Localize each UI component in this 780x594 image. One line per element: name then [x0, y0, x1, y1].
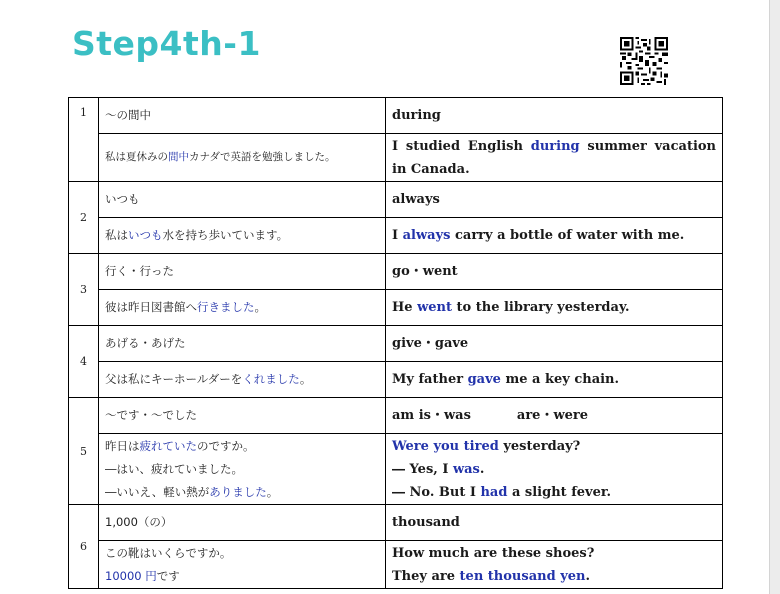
- table-row: [69, 218, 723, 254]
- qr-code-icon: [620, 37, 668, 85]
- page-title: Step4th-1: [72, 24, 261, 63]
- entry-number: 4: [69, 326, 99, 398]
- word-en: thousand: [386, 505, 723, 541]
- example-ja: 私はいつも水を持ち歩いています。: [99, 218, 386, 254]
- example-en: I always carry a bottle of water with me.: [386, 218, 723, 254]
- example-ja: 父は私にキーホールダーをくれました。: [99, 362, 386, 398]
- table-row: [69, 505, 723, 541]
- word-ja: あげる・あげた: [99, 326, 386, 362]
- word-ja: 行く・行った: [99, 254, 386, 290]
- table-row: [69, 541, 723, 589]
- highlight-text: Were you tired: [392, 438, 499, 454]
- word-en: go・went: [386, 254, 723, 290]
- example-ja: 昨日は疲れていたのですか。 ―はい、疲れていました。 ―いいえ、軽い熱がありました。: [99, 434, 386, 505]
- example-en: My father gave me a key chain.: [386, 362, 723, 398]
- highlight-text: 間中: [168, 151, 189, 163]
- highlight-text: was: [452, 461, 480, 477]
- word-en-a: am is・was: [392, 408, 471, 423]
- word-en: [386, 398, 723, 434]
- entry-number: 2: [69, 182, 99, 254]
- table-row: [69, 290, 723, 326]
- word-ja: 1,000（の）: [99, 505, 386, 541]
- example-en: I studied English during summer vacation in Canada.: [386, 134, 723, 182]
- table-row: [69, 398, 723, 434]
- highlight-text: had: [480, 484, 508, 500]
- entry-number: 3: [69, 254, 99, 326]
- highlight-text: ありました: [209, 484, 267, 499]
- word-ja: いつも: [99, 182, 386, 218]
- highlight-text: gave: [467, 372, 501, 387]
- example-en: How much are these shoes? They are ten thousand yen.: [386, 541, 723, 589]
- word-en: during: [386, 98, 723, 134]
- example-en: He went to the library yesterday.: [386, 290, 723, 326]
- highlight-text: 行きました: [197, 300, 255, 314]
- table-row: [69, 98, 723, 134]
- highlight-text: always: [402, 228, 451, 243]
- highlight-text: くれました: [242, 372, 300, 386]
- table-row: [69, 434, 723, 505]
- table-row: [69, 134, 723, 182]
- table-row: [69, 362, 723, 398]
- example-en: Were you tired yesterday? ― Yes, I was. ― No. But I had a slight fever.: [386, 434, 723, 505]
- highlight-text: ten thousand yen: [459, 568, 586, 584]
- highlight-text: 疲れていた: [139, 438, 197, 453]
- entry-number: 1: [69, 98, 99, 182]
- highlight-text: 10000 円: [105, 568, 157, 583]
- highlight-text: いつも: [128, 228, 163, 242]
- example-ja: 彼は昨日図書館へ行きました。: [99, 290, 386, 326]
- vocabulary-table: [68, 97, 723, 589]
- example-ja: この靴はいくらですか。 10000 円です: [99, 541, 386, 589]
- word-en: always: [386, 182, 723, 218]
- table-row: [69, 254, 723, 290]
- word-ja: ～です・～でした: [99, 398, 386, 434]
- example-ja: 私は夏休みの間中カナダで英語を勉強しました。: [99, 134, 386, 182]
- table-row: [69, 326, 723, 362]
- entry-number: 6: [69, 505, 99, 589]
- highlight-text: went: [417, 300, 453, 315]
- word-ja: ～の間中: [99, 98, 386, 134]
- window-scrollbar-edge[interactable]: [769, 0, 780, 594]
- entry-number: 5: [69, 398, 99, 505]
- word-en: give・gave: [386, 326, 723, 362]
- highlight-text: during: [530, 138, 580, 154]
- word-en-b: are・were: [516, 408, 589, 423]
- table-row: [69, 182, 723, 218]
